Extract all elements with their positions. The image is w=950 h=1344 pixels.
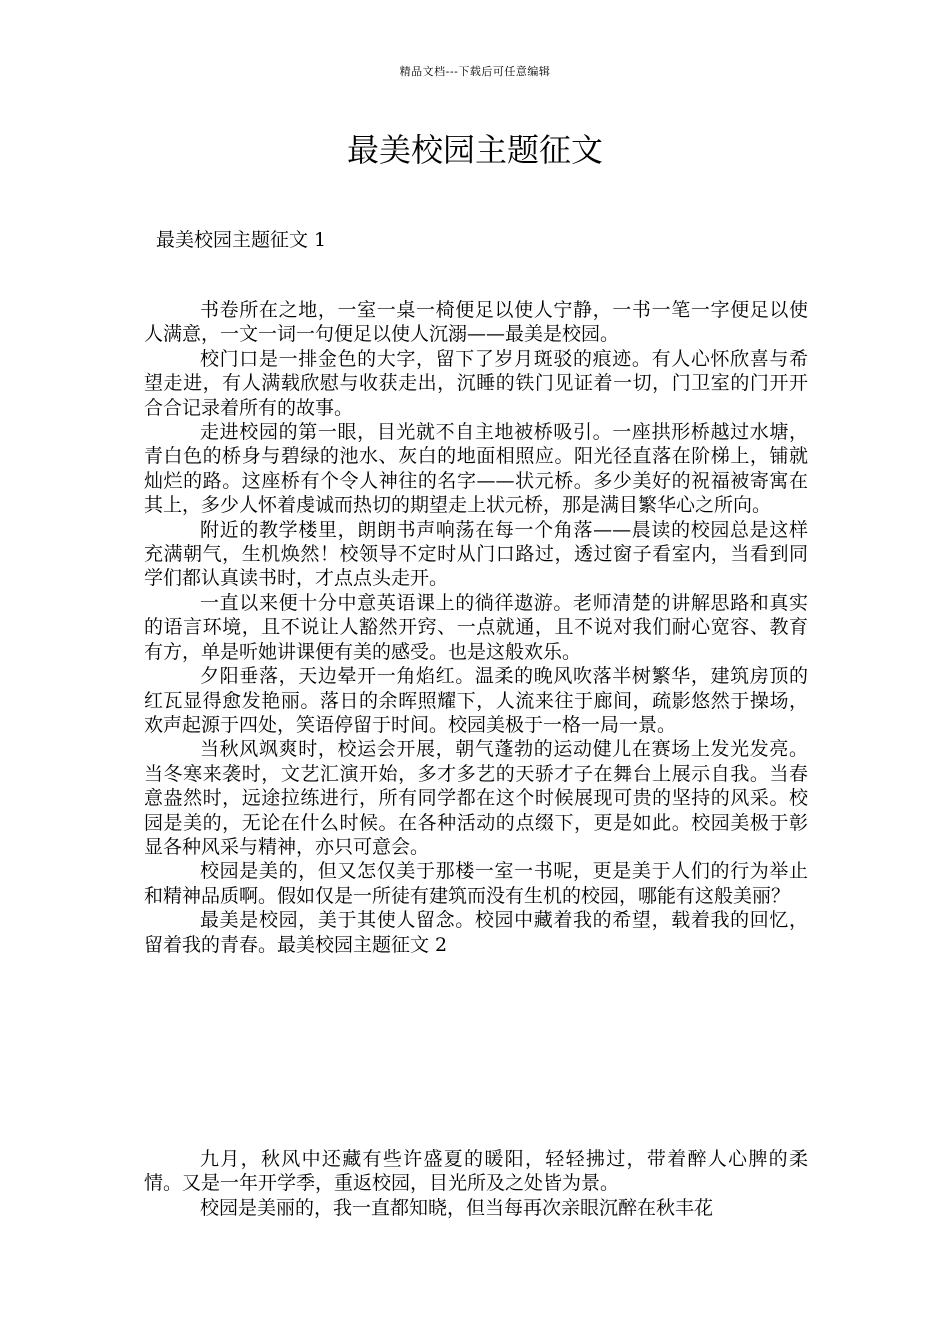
section-1-body <box>144 298 808 957</box>
paragraph: 书卷所在之地，一室一桌一椅便足以使人宁静，一书一笔一字便足以使人满意，一文一词一句便足以使人沉溺——最美是校园。 <box>144 299 808 346</box>
paragraph: 一直以来便十分中意英语课上的徜徉遨游。老师清楚的讲解思路和真实的语言环境，且不说让人豁然开窍、一点就通，且不说对我们耐心宽容、教育有方，单是听她讲课便有美的感受。也是这般欢乐。 <box>144 591 808 663</box>
paragraph: 夕阳垂落，天边晕开一角焰红。温柔的晚风吹落半树繁华，建筑房顶的红瓦显得愈发艳丽。落日的余晖照耀下，人流来往于廊间，疏影悠然于操场，欢声起源于四处，笑语停留于时间。校园美极于一格一局一景。 <box>144 665 808 736</box>
document-title: 最美校园主题征文 <box>346 131 603 169</box>
paragraph: 最美是校园，美于其使人留念。校园中藏着我的希望，载着我的回忆，留着我的青春。最美校园主题征文 2 <box>144 909 808 956</box>
section-title: 最美校园主题征文 1 <box>156 229 327 251</box>
paragraph: 附近的教学楼里，朗朗书声响荡在每一个角落——晨读的校园总是这样充满朝气，生机焕然！校领导不定时从门口路过，透过窗子看室内，当看到同学们都认真读书时，才点点头走开。 <box>144 518 808 590</box>
header-note: 精品文档---下载后可任意编辑 <box>399 65 551 78</box>
paragraph: 九月，秋风中还藏有些许盛夏的暖阳，轻轻拂过，带着醉人心脾的柔情。又是一年开学季，重返校园，目光所及之处皆为景。 <box>144 1148 808 1195</box>
paragraph: 校园是美的，但又怎仅美于那楼一室一书呢，更是美于人们的行为举止和精神品质啊。假如仅是一所徒有建筑而没有生机的校园，哪能有这般美丽？ <box>144 860 808 907</box>
paragraph: 当秋风飒爽时，校运会开展，朝气蓬勃的运动健儿在赛场上发光发亮。当冬寒来袭时，文艺汇演开始，多才多艺的天骄才子在舞台上展示自我。当春意盎然时，远途拉练进行，所有同学都在这个时候展现可贵的坚持的风采。校园是美的，无论在什么时候。在各种活动的点缀下，更是如此。校园美极于彰显各种风采与精神，亦只可意会。 <box>144 738 808 858</box>
paragraph: 校门口是一排金色的大字，留下了岁月斑驳的痕迹。有人心怀欣喜与希望走进，有人满载欣慰与收获走出，沉睡的铁门见证着一切，门卫室的门开开合合记录着所有的故事。 <box>144 347 808 419</box>
section-2-body <box>144 1147 808 1220</box>
paragraph: 校园是美丽的，我一直都知晓，但当每再次亲眼沉醉在秋丰花 <box>200 1196 714 1219</box>
paragraph: 走进校园的第一眼，目光就不自主地被桥吸引。一座拱形桥越过水塘，青白色的桥身与碧绿的池水、灰白的地面相照应。阳光径直落在阶梯上，铺就灿烂的路。这座桥有个令人神往的名字——状元桥。多少美好的祝福被寄寓在其上，多少人怀着虔诚而热切的期望走上状元桥，那是满目繁华心之所向。 <box>144 421 808 517</box>
